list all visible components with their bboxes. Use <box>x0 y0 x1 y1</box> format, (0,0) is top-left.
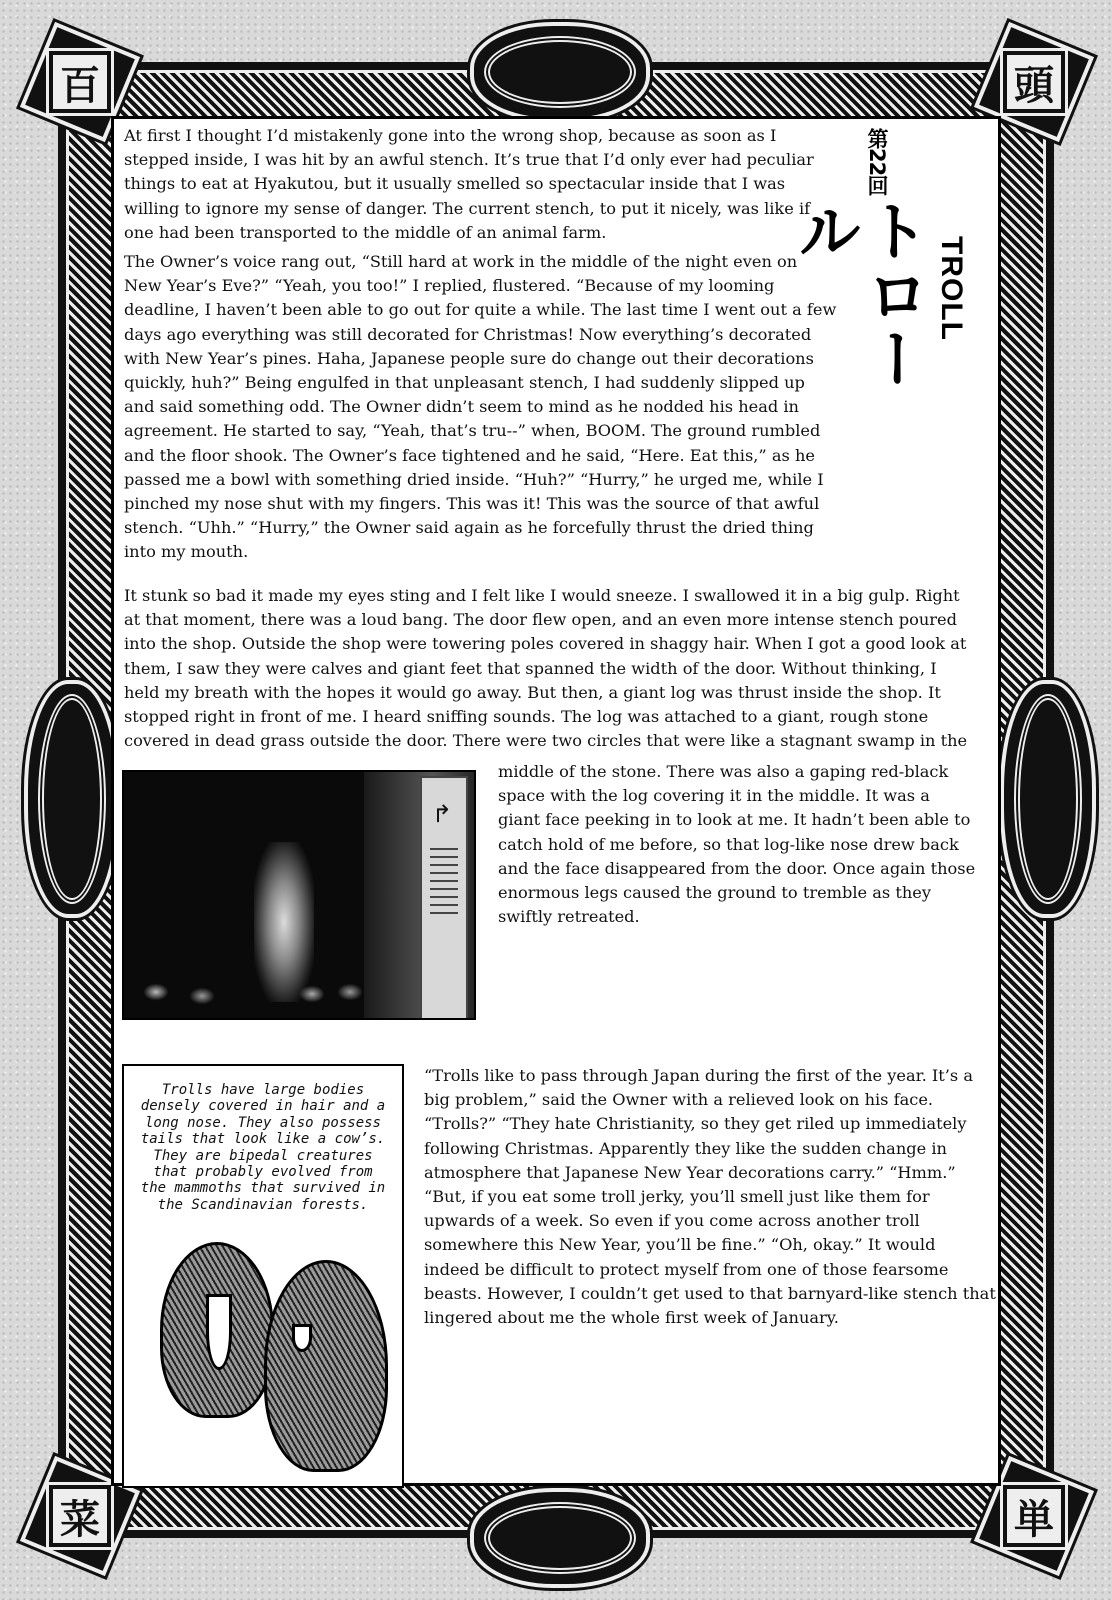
paragraph-2: The Owner’s voice rang out, “Still hard at work in the middle of the night even on New Year’s Eve?” “Yeah, you too!” I replied, flustered. “Because of my looming deadline, I haven’t been able to go out for quite a while. The last time I went out a few days ago everything was still decorated for Christmas! Now everything’s decorated with New Year’s pines. Haha, Japanese people sure do change out their decorations quickly, huh?” Being engulfed in that unpleasant stench, I had suddenly slipped up and said something odd. The Owner didn’t seem to mind as he nodded his head in agreement. He started to say, “Yeah, that’s tru--” when, BOOM. The ground rumbled and the floor shook. The Owner’s face tightened and he said, “Here. Eat this,” as he passed me a bowl with something dried inside. “Huh?” “Hurry,” he urged me, while I pinched my nose shut with my fingers. This was it! This was the source of that awful stench. “Uhh.” “Hurry,” the Owner said again as he forcefully thrust the dried thing into my mouth. <box>124 252 837 562</box>
title-english: TROLL <box>935 236 968 341</box>
paragraph-4: “Trolls like to pass through Japan during the first of the year. It’s a big problem,” said the Owner with a relieved look on his face. “Trolls?” “They hate Christianity, so they get riled up immediately following Christmas. Apparently they like the sudden change in atmosphere that Japanese New Year decorations carry.” “Hmm.” “But, if you eat some troll jerky, you’ll smell just like them for upwards of a week. So even if you come across another troll somewhere this New Year, you’ll be fine.” “Oh, okay.” It would indeed be difficult to protect myself from one of those fearsome beasts. However, I couldn’t get used to that barnyard-like stench that lingered about me the whole first week of January. <box>424 1066 996 1328</box>
tusk-left <box>206 1294 232 1370</box>
right-knot-ornament <box>1000 680 1096 918</box>
troll-illustration-right <box>264 1260 388 1472</box>
corner-kanji: 頭 <box>1007 55 1061 109</box>
episode-number: 第22回 <box>865 128 889 196</box>
tusk-right <box>292 1324 312 1352</box>
troll-description-note: Trolls have large bodies densely covered in hair and a long nose. They also possess tails that look like a cow’s. They are bipedal creatures that probably evolved from the mammoths that survived in the Scandinavian forests. <box>140 1082 386 1213</box>
paragraph-3: It stunk so bad it made my eyes sting and I felt like I would sneeze. I swallowed it in a big gulp. Right at that moment, there was a loud bang. The door flew open, and an even more intense stench poured into the shop. Outside the shop were towering poles covered in shaggy hair. When I got a good look at them, I saw they were calves and giant feet that spanned the width of the door. Without thinking, I held my breath with the hopes it would go away. But then, a giant log was thrust inside the shop. It stopped right in front of me. I heard sniffing sounds. The log was attached to a giant, rough stone covered in dead grass outside the door. There were two circles that were like a stagnant swamp in the <box>124 586 968 751</box>
left-knot-ornament <box>24 680 120 918</box>
corner-kanji: 菜 <box>53 1489 107 1543</box>
photo-street-sign <box>420 776 468 1020</box>
troll-note-box <box>122 1064 404 1488</box>
title-japanese: トロール <box>787 198 929 390</box>
troll-feet-photo <box>122 770 476 1020</box>
paragraph-3-continued: middle of the stone. There was also a gaping red-black space with the log covering it in the middle. It was a giant face peeking in to look at me. It hadn’t been able to catch hold of me before, so that log-like nose drew back and the face disappeared from the door. Once again those enormous legs caused the ground to tremble as they swiftly retreated. <box>498 762 976 927</box>
sign-text-lines <box>430 848 458 918</box>
bottom-knot-ornament <box>470 1488 650 1588</box>
corner-kanji: 単 <box>1007 1489 1061 1543</box>
top-knot-ornament <box>470 22 650 122</box>
corner-kanji: 百 <box>53 55 107 109</box>
paragraph-1: At first I thought I’d mistakenly gone into the wrong shop, because as soon as I stepped inside, I was hit by an awful stench. It’s true that I’d only ever had peculiar things to eat at Hyakutou, but it usually smelled so spectacular inside that I was willing to ignore my sense of danger. The current stench, to put it nicely, was like if one had been transported to the middle of an animal farm. <box>124 126 814 242</box>
troll-feet <box>132 952 362 1012</box>
arrow-icon: ↱ <box>432 800 453 828</box>
chapter-title <box>787 128 970 446</box>
